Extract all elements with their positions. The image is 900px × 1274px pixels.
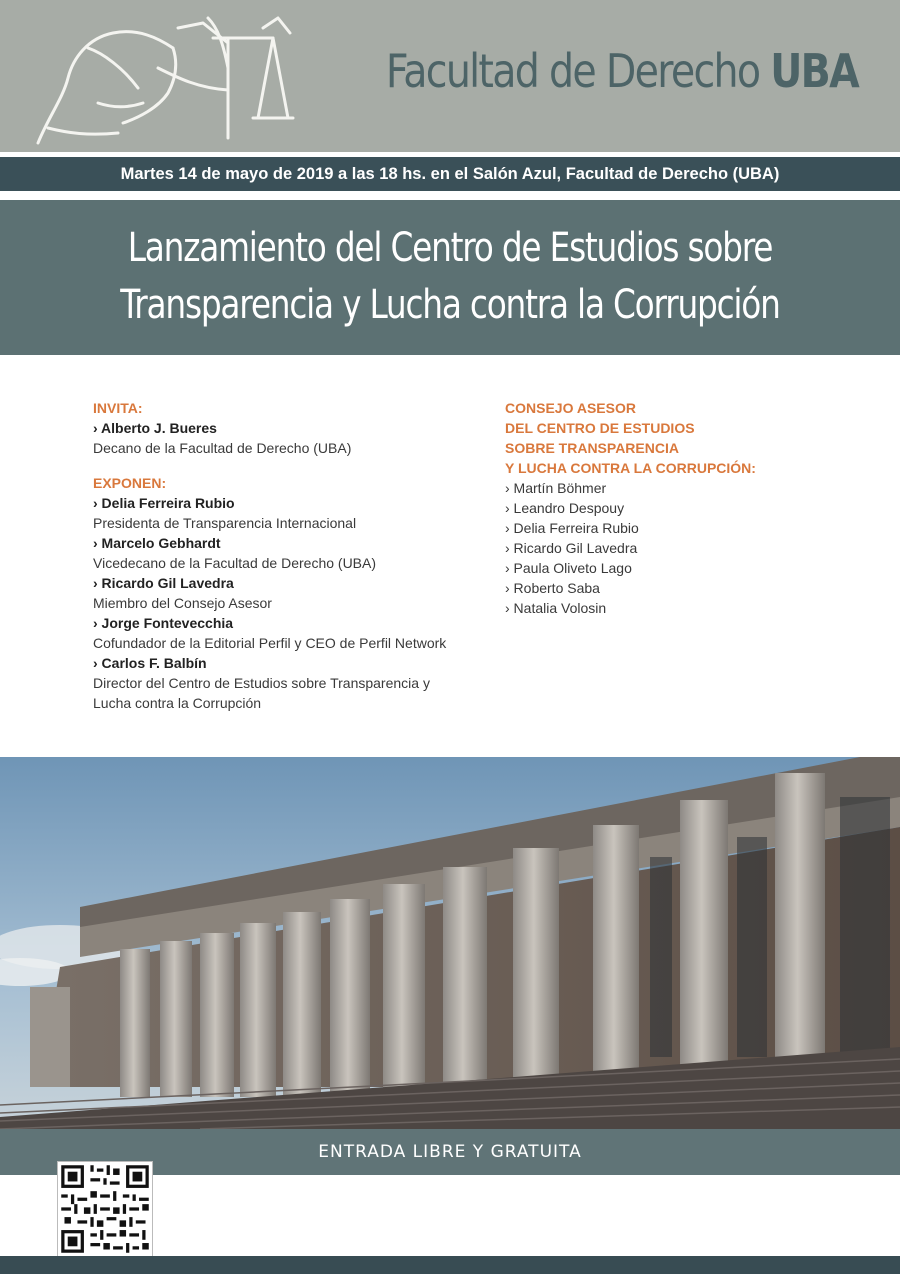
council-heading-line: Y LUCHA CONTRA LA CORRUPCIÓN: bbox=[505, 460, 756, 476]
speaker-name: › Ricardo Gil Lavedra bbox=[93, 575, 234, 591]
header bbox=[0, 0, 900, 152]
bottom-bar bbox=[0, 1256, 900, 1274]
faculty-title-main: Facultad de Derecho bbox=[385, 44, 760, 98]
speaker-role: Cofundador de la Editorial Perfil y CEO de Perfil Network bbox=[93, 635, 447, 651]
speaker-name: › Carlos F. Balbín bbox=[93, 655, 207, 671]
event-title-panel bbox=[0, 200, 900, 355]
exponen-heading: EXPONEN: bbox=[93, 475, 167, 491]
council-member: › Roberto Saba bbox=[505, 580, 600, 596]
event-title-line-2: Transparencia y Lucha contra la Corrupción bbox=[120, 282, 780, 328]
host-name: › Alberto J. Bueres bbox=[93, 420, 217, 436]
faculty-title-uba: UBA bbox=[770, 44, 858, 98]
speaker-role: Director del Centro de Estudios sobre Transparencia y bbox=[93, 675, 430, 691]
event-date-bar: Martes 14 de mayo de 2019 a las 18 hs. en el Salón Azul, Facultad de Derecho (UBA) bbox=[0, 157, 900, 191]
faculty-title bbox=[386, 44, 858, 98]
speaker-role: Miembro del Consejo Asesor bbox=[93, 595, 272, 611]
council-member: › Ricardo Gil Lavedra bbox=[505, 540, 638, 556]
speaker-name: › Marcelo Gebhardt bbox=[93, 535, 221, 551]
host-role: Decano de la Facultad de Derecho (UBA) bbox=[93, 440, 352, 456]
council-member: › Delia Ferreira Rubio bbox=[505, 520, 639, 536]
justice-figure-logo bbox=[28, 8, 328, 148]
council-member: › Natalia Volosin bbox=[505, 600, 607, 616]
speakers-column bbox=[93, 398, 493, 713]
council-member: › Leandro Despouy bbox=[505, 500, 625, 516]
speaker-name: › Delia Ferreira Rubio bbox=[93, 495, 235, 511]
speaker-role: Vicedecano de la Facultad de Derecho (UBA) bbox=[93, 555, 377, 571]
council-heading-line: CONSEJO ASESOR bbox=[505, 400, 636, 416]
qr-code-icon[interactable] bbox=[57, 1161, 153, 1257]
council-member: › Martín Böhmer bbox=[505, 480, 607, 496]
invita-heading: INVITA: bbox=[93, 400, 143, 416]
advisory-council-column bbox=[505, 398, 825, 618]
facultad-building-photo bbox=[0, 757, 900, 1129]
free-entry-banner: ENTRADA LIBRE Y GRATUITA bbox=[0, 1129, 900, 1175]
council-member: › Paula Oliveto Lago bbox=[505, 560, 632, 576]
speaker-name: › Jorge Fontevecchia bbox=[93, 615, 234, 631]
event-title-line-1: Lanzamiento del Centro de Estudios sobre bbox=[127, 225, 773, 271]
speaker-role: Presidenta de Transparencia Internacional bbox=[93, 515, 357, 531]
council-heading-line: SOBRE TRANSPARENCIA bbox=[505, 440, 679, 456]
council-heading-line: DEL CENTRO DE ESTUDIOS bbox=[505, 420, 695, 436]
speaker-role: Lucha contra la Corrupción bbox=[93, 695, 262, 711]
